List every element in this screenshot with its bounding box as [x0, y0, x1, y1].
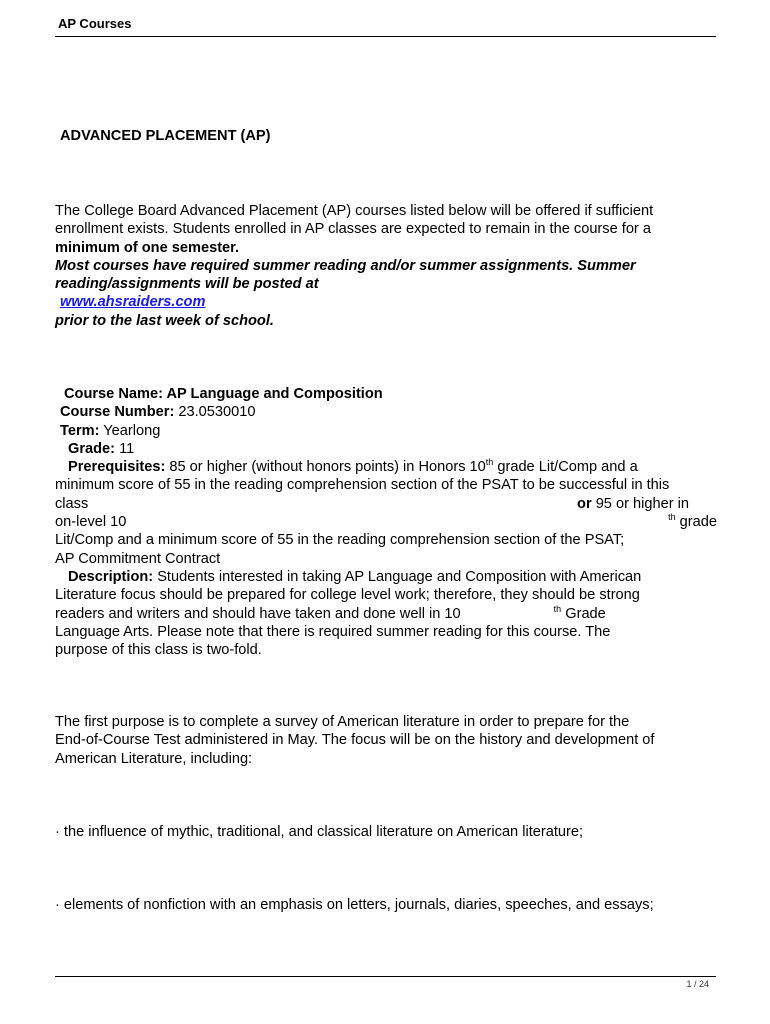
course-name-label: Course Name:: [64, 386, 167, 402]
purpose-line: American Literature, including:: [55, 750, 253, 767]
page-heading: ADVANCED PLACEMENT (AP): [60, 128, 271, 144]
purpose-paragraph: [55, 713, 717, 768]
term-value: Yearlong: [99, 422, 161, 439]
description-row: [55, 568, 717, 586]
description-label: Description:: [68, 568, 154, 585]
description-line: purpose of this class is two-fold.: [55, 642, 262, 659]
course-number-row: [55, 403, 717, 421]
grade-label: Grade:: [68, 440, 116, 457]
prerequisites-line: AP Commitment Contract: [55, 550, 221, 567]
prerequisites-text: class: [55, 495, 89, 512]
description-text: Students interested in taking AP Language and Composition with American: [153, 568, 642, 585]
course-number-value: 23.0530010: [174, 404, 256, 421]
prerequisites-label: Prerequisites:: [68, 459, 166, 476]
prerequisites-grade-group: [668, 513, 717, 531]
prerequisites-line: [55, 513, 717, 531]
intro-line-bold: minimum of one semester.: [55, 239, 240, 256]
bullet-item: · the influence of mythic, traditional, and classical literature on American literature;: [55, 824, 584, 840]
grade-value: 11: [115, 440, 135, 457]
description-line: [55, 605, 717, 623]
course-number-label: Course Number:: [60, 404, 175, 421]
course-name-row: [55, 385, 717, 403]
intro-line: enrollment exists. Students enrolled in AP classes are expected to remain in the course for a: [55, 221, 651, 238]
bullet-item: · elements of nonfiction with an emphasis on letters, journals, diaries, speeches, and essays;: [55, 897, 654, 913]
header-title: AP Courses: [58, 16, 132, 31]
purpose-line: The first purpose is to complete a survey of American literature in order to prepare for the: [55, 714, 630, 730]
term-row: [55, 422, 717, 440]
intro-line-bold-italic: Most courses have required summer reading and/or summer assignments. Summer: [55, 257, 636, 274]
grade-row: [55, 440, 717, 458]
prerequisites-or: or: [577, 495, 592, 512]
superscript: th: [485, 457, 494, 468]
prerequisites-text: grade Lit/Comp and a: [493, 459, 638, 476]
prerequisites-text: grade: [675, 514, 717, 531]
prerequisites-text: on-level 10: [55, 514, 127, 531]
intro-line: The College Board Advanced Placement (AP) courses listed below will be offered if sufficient: [55, 203, 654, 219]
course-name-value: AP Language and Composition: [166, 386, 383, 402]
prerequisites-row: [55, 458, 717, 476]
footer-rule: [55, 976, 716, 977]
superscript: th: [668, 512, 676, 523]
prerequisites-text: 85 or higher (without honors points) in Honors 10: [165, 459, 486, 476]
header-rule: [55, 36, 716, 37]
superscript: th: [553, 603, 562, 614]
prerequisites-line: [55, 495, 717, 513]
prerequisites-text: 95 or higher in: [591, 495, 689, 512]
prerequisites-line: Lit/Comp and a minimum score of 55 in the reading comprehension section of the PSAT;: [55, 532, 625, 549]
intro-line-bold-italic: prior to the last week of school.: [55, 312, 274, 329]
course-details: [55, 385, 717, 659]
prerequisites-line: minimum score of 55 in the reading comprehension section of the PSAT to be successful in this: [55, 477, 670, 494]
intro-paragraph: [55, 202, 717, 330]
purpose-line: End-of-Course Test administered in May. The focus will be on the history and development of: [55, 732, 655, 749]
description-line: Language Arts. Please note that there is required summer reading for this course. The: [55, 623, 611, 640]
prerequisites-or-group: [577, 495, 717, 513]
term-label: Term:: [60, 422, 100, 439]
description-text: Grade: [561, 605, 606, 622]
description-line: Literature focus should be prepared for college level work; therefore, they should be strong: [55, 587, 640, 604]
page-number: 1 / 24: [686, 979, 709, 989]
intro-link-line: [55, 293, 717, 311]
intro-line-bold-italic: reading/assignments will be posted at: [55, 276, 319, 293]
website-link[interactable]: www.ahsraiders.com: [60, 294, 206, 311]
description-text: readers and writers and should have taken and done well in 10: [55, 605, 461, 622]
